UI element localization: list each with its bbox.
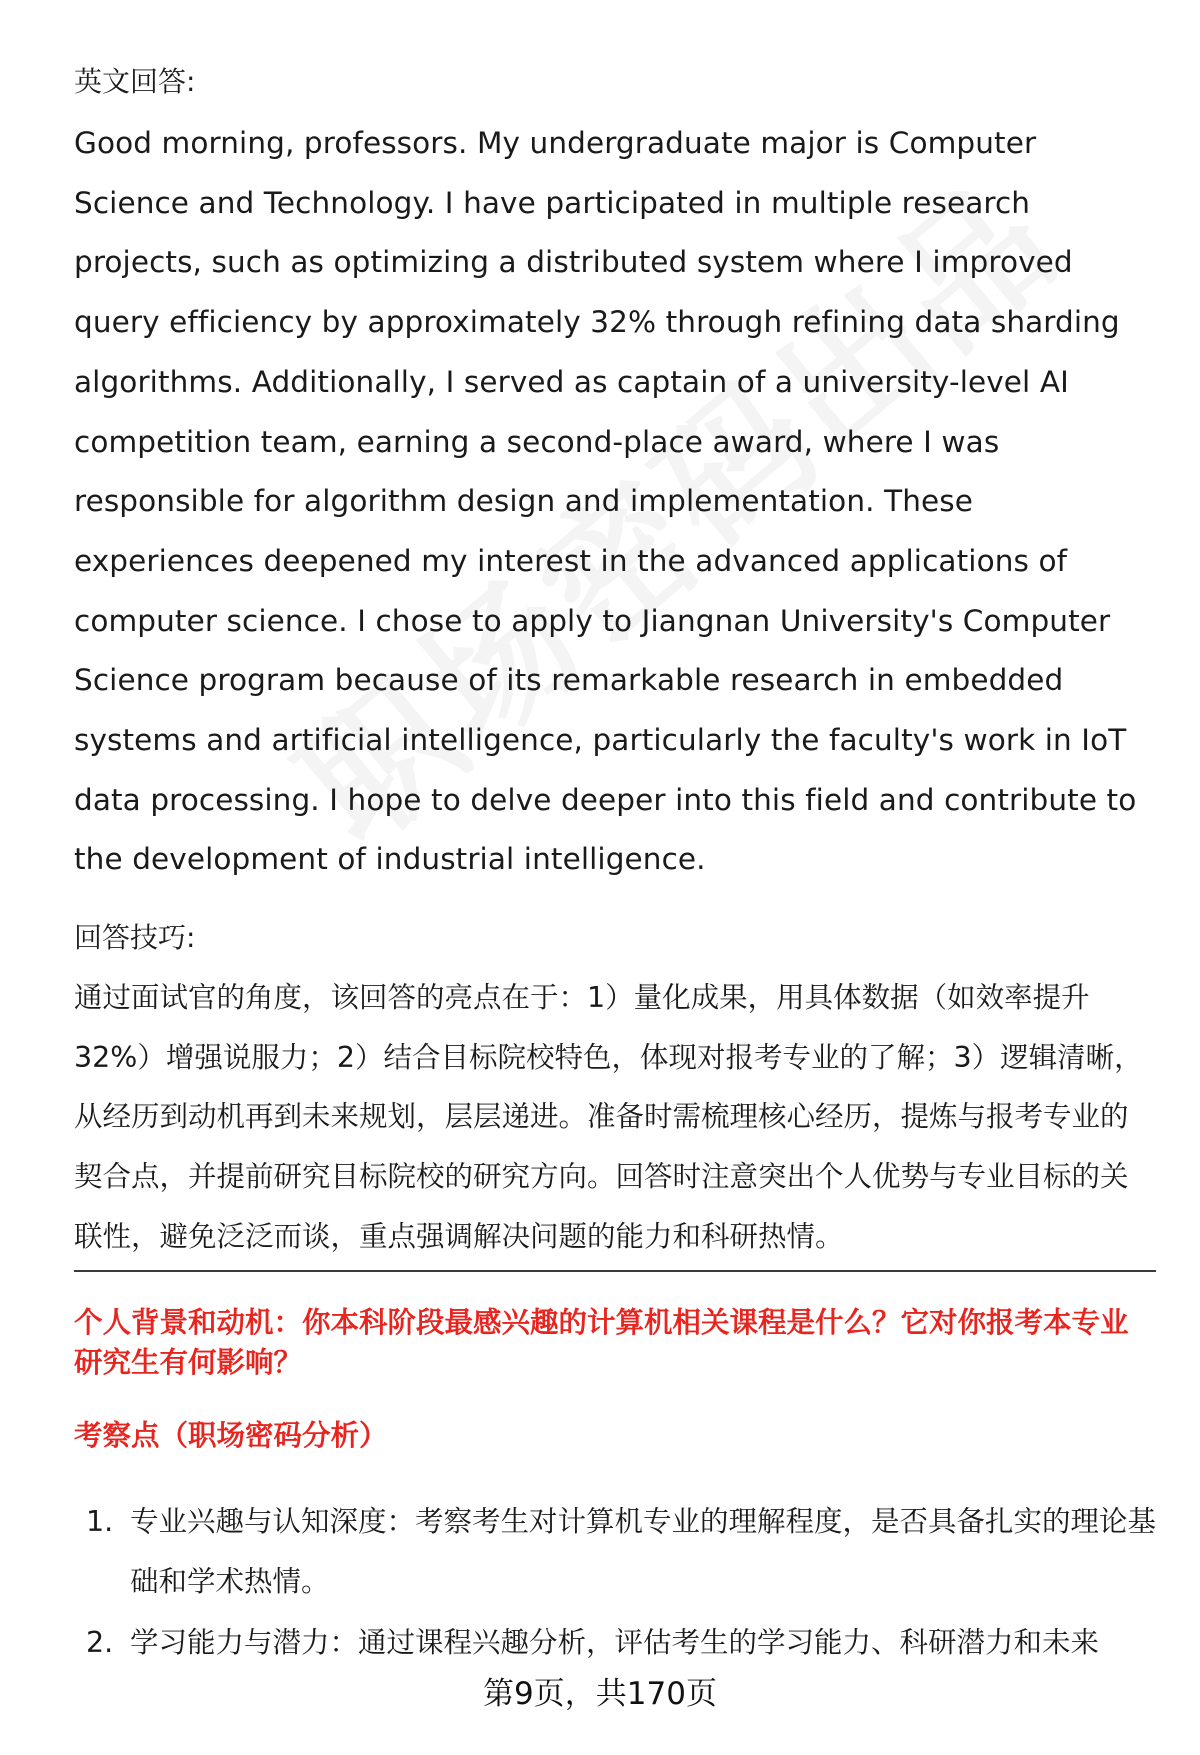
page-number-footer: 第9页，共170页 — [483, 1676, 717, 1712]
assessment-heading: 考察点（职场密码分析） — [74, 1419, 388, 1452]
list-item-number: 1. — [86, 1505, 114, 1538]
list-item — [74, 1492, 1156, 1611]
question-heading: 个人背景和动机：你本科阶段最感兴趣的计算机相关课程是什么？它对你报考本专业研究生有何影响？ — [74, 1306, 1129, 1379]
tips-label: 回答技巧: — [74, 921, 196, 955]
assessment-list — [74, 1492, 1156, 1675]
list-item-text: 专业兴趣与认知深度：考察考生对计算机专业的理解程度，是否具备扎实的理论基础和学术热情。 — [130, 1505, 1157, 1598]
list-item-number: 2. — [86, 1626, 114, 1659]
tips-text: 通过面试官的角度，该回答的亮点在于：1）量化成果，用具体数据（如效率提升32%）增强说服力；2）结合目标院校特色，体现对报考专业的了解；3）逻辑清晰，从经历到动机再到未来规划，层层递进。准备时需梳理核心经历，提炼与报考专业的契合点，并提前研究目标院校的研究方向。回答时注意突出个人优势与专业目标的关联性，避免泛泛而谈，重点强调解决问题的能力和科研热情。 — [74, 981, 1143, 1253]
answer-section — [74, 62, 1156, 1266]
section-divider — [74, 1270, 1156, 1272]
english-answer-label: 英文回答: — [74, 65, 196, 98]
list-item — [74, 1613, 1156, 1673]
list-item-text: 学习能力与潜力：通过课程兴趣分析，评估考生的学习能力、科研潜力和未来 — [130, 1626, 1100, 1659]
english-answer-text: Good morning, professors. My undergraduate major is Computer Science and Technology. I have participated in multiple research projects, such as optimizing a distributed system where I improved query efficiency by approximately 32% through refining data sharding algorithms. Additionally, I served as captain of a university-level AI competition team, earning a second-place award, where I was responsible for algorithm design and implementation. These experiences deepened my interest in the advanced applications of computer science. I chose to apply to Jiangnan University's Computer Science program because of its remarkable research in embedded systems and artificial intelligence, particularly the faculty's work in IoT data processing. I hope to delve deeper into this field and contribute to the development of industrial intelligence. — [74, 126, 1137, 877]
